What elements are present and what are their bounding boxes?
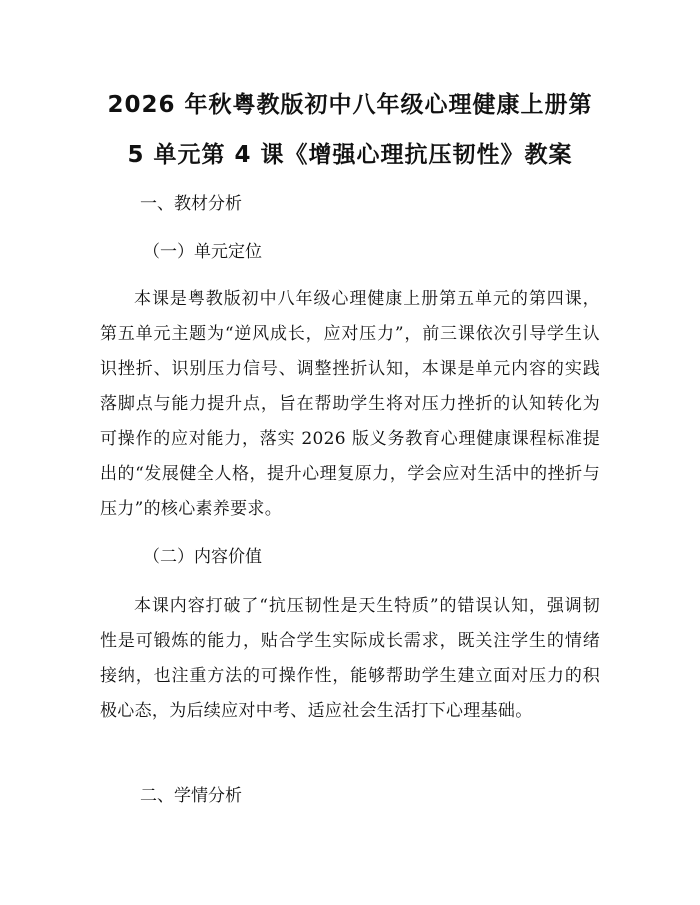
paragraph-unit-position: 本课是粤教版初中八年级心理健康上册第五单元的第四课，第五单元主题为“逆风成长，应对压力”，前三课依次引导学生认识挫折、识别压力信号、调整挫折认知，本课是单元内容的实践落脚点与能力提升点，旨在帮助学生将对压力挫折的认知转化为可操作的应对能力，落实 2026 版义务教育心理健康课程标准提出的“发展健全人格，提升心理复原力，学会应对生活中的挫折与压力”的核心素养要求。: [100, 289, 600, 519]
section-heading-learner-analysis: 二、学情分析: [140, 786, 242, 806]
subsection-heading-unit-position: （一）单元定位: [143, 242, 262, 262]
document-title-line-2: 5 单元第 4 课《增强心理抗压韧性》教案: [127, 142, 573, 168]
document-title-line-1: 2026 年秋粤教版初中八年级心理健康上册第: [107, 92, 593, 118]
subsection-heading-content-value: （二）内容价值: [143, 547, 262, 567]
section-heading-textbook-analysis: 一、教材分析: [140, 194, 242, 214]
paragraph-content-value: 本课内容打破了“抗压韧性是天生特质”的错误认知，强调韧性是可锻炼的能力，贴合学生实际成长需求，既关注学生的情绪接纳，也注重方法的可操作性，能够帮助学生建立面对压力的积极心态，为后续应对中考、适应社会生活打下心理基础。: [100, 596, 600, 721]
